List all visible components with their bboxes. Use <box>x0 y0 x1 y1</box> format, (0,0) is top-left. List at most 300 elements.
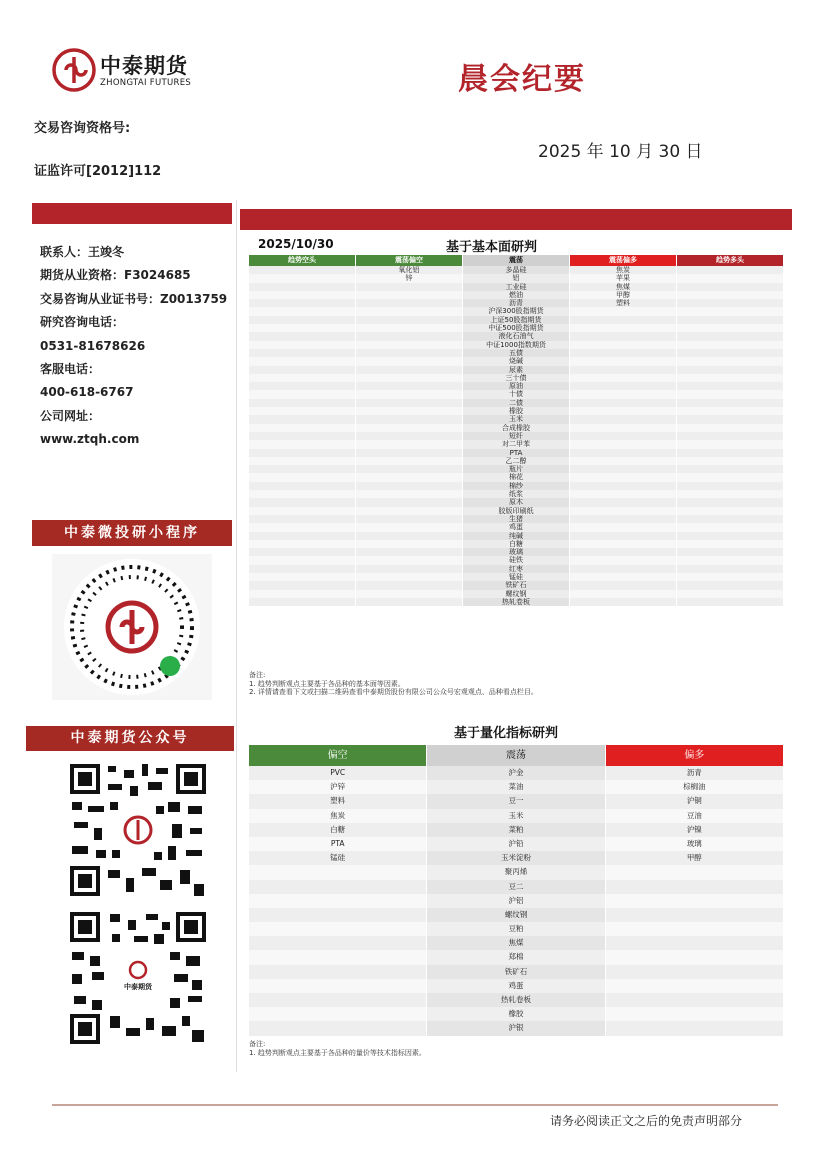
table-cell: 乙二醇 <box>463 457 569 465</box>
table-cell <box>356 565 462 573</box>
table-row <box>249 274 784 282</box>
miniprogram-qr <box>52 554 212 700</box>
table-cell: 沪锌 <box>249 780 426 794</box>
table-cell <box>249 316 355 324</box>
table-row <box>249 1007 784 1021</box>
table-cell: PTA <box>463 449 569 457</box>
table-cell <box>606 993 783 1007</box>
table-cell: 郑棉 <box>427 950 604 964</box>
table-row <box>249 766 784 780</box>
table-cell: 白糖 <box>463 540 569 548</box>
table-cell <box>570 598 676 606</box>
table-cell: 红枣 <box>463 565 569 573</box>
report-date: 2025 年 10 月 30 日 <box>538 142 703 162</box>
table-cell: 烧碱 <box>463 357 569 365</box>
table-row <box>249 507 784 515</box>
table-cell: 白糖 <box>249 823 426 837</box>
table-cell <box>249 965 426 979</box>
table-cell: 沪铝 <box>427 894 604 908</box>
table-cell <box>570 590 676 598</box>
table-cell <box>570 490 676 498</box>
table-cell <box>677 291 783 299</box>
table-cell <box>570 532 676 540</box>
table-cell: 工业硅 <box>463 283 569 291</box>
table-cell <box>677 332 783 340</box>
header-trend-bull: 趋势多头 <box>677 255 783 266</box>
table-row <box>249 482 784 490</box>
table-cell <box>570 507 676 515</box>
sidebar-header-bar <box>32 203 232 224</box>
table-cell <box>677 283 783 291</box>
table-cell <box>356 490 462 498</box>
table-cell: 鸡蛋 <box>427 979 604 993</box>
table-cell: 上证50股指期货 <box>463 316 569 324</box>
header-range-bear: 震荡偏空 <box>356 255 462 266</box>
table-cell <box>570 565 676 573</box>
table-cell <box>570 482 676 490</box>
table-cell: 中证500股指期货 <box>463 324 569 332</box>
table-cell <box>356 332 462 340</box>
table-cell <box>677 382 783 390</box>
table-cell: 中证1000指数期货 <box>463 341 569 349</box>
table-row <box>249 565 784 573</box>
table-row <box>249 590 784 598</box>
table-cell <box>606 950 783 964</box>
table-cell: 玉米淀粉 <box>427 851 604 865</box>
table-cell <box>570 440 676 448</box>
table-cell <box>677 532 783 540</box>
table-row <box>249 780 784 794</box>
table-cell <box>249 349 355 357</box>
table-row <box>249 415 784 423</box>
table-cell: PTA <box>249 837 426 851</box>
table-cell <box>249 291 355 299</box>
table-row <box>249 922 784 936</box>
table-cell <box>249 390 355 398</box>
table-row <box>249 357 784 365</box>
table-cell: 螺纹钢 <box>463 590 569 598</box>
table-row <box>249 465 784 473</box>
page-title: 晨会纪要 <box>458 62 586 97</box>
contact-line: 400-618-6767 <box>40 385 134 400</box>
table-cell <box>570 465 676 473</box>
table-cell <box>249 283 355 291</box>
table-cell <box>249 507 355 515</box>
table-cell: 菜粕 <box>427 823 604 837</box>
table-cell: 短纤 <box>463 432 569 440</box>
table-cell <box>570 473 676 481</box>
table-cell <box>249 341 355 349</box>
table-cell <box>677 573 783 581</box>
table-row <box>249 515 784 523</box>
table-cell <box>677 266 783 274</box>
table-cell <box>356 407 462 415</box>
table-row <box>249 440 784 448</box>
table-cell <box>249 581 355 589</box>
table-cell <box>356 473 462 481</box>
table-row <box>249 291 784 299</box>
quant-title: 基于量化指标研判 <box>454 726 559 741</box>
table-cell <box>249 490 355 498</box>
table-cell: 焦炭 <box>249 809 426 823</box>
table-cell <box>356 523 462 531</box>
table-cell <box>249 573 355 581</box>
table-cell: 铁矿石 <box>427 965 604 979</box>
table-cell <box>570 556 676 564</box>
header-range: 震荡 <box>427 745 604 766</box>
table-cell <box>249 424 355 432</box>
miniprogram-qr-icon <box>52 554 212 700</box>
table-cell <box>570 366 676 374</box>
table-cell <box>570 424 676 432</box>
table-cell <box>249 894 426 908</box>
table-cell: 甲醇 <box>606 851 783 865</box>
table-cell: 棉花 <box>463 473 569 481</box>
table-cell <box>356 590 462 598</box>
qr-code-icon <box>68 910 208 1046</box>
qualification-label: 交易咨询资格号: <box>34 121 131 136</box>
note-line: 1. 趋势判断观点主要基于各品种的基本面等因素。 <box>249 679 405 688</box>
table-cell <box>677 540 783 548</box>
table-cell <box>570 548 676 556</box>
qr-code-icon <box>68 762 208 898</box>
table-row <box>249 366 784 374</box>
table-cell <box>677 598 783 606</box>
table-cell: 沪镍 <box>606 823 783 837</box>
table-cell <box>249 366 355 374</box>
table-cell <box>677 424 783 432</box>
table-cell: 豆油 <box>606 809 783 823</box>
fundamental-table <box>249 255 784 606</box>
table-cell: 原木 <box>463 498 569 506</box>
table-cell <box>570 581 676 589</box>
table-cell <box>570 407 676 415</box>
table-row <box>249 556 784 564</box>
table-cell <box>249 865 426 879</box>
table-cell <box>606 965 783 979</box>
fundamental-table-header <box>249 255 784 266</box>
table-row <box>249 837 784 851</box>
table-cell <box>356 540 462 548</box>
table-cell <box>356 299 462 307</box>
table-cell: 玻璃 <box>463 548 569 556</box>
table-cell: 塑料 <box>249 794 426 808</box>
table-cell <box>677 473 783 481</box>
quant-table <box>249 745 784 1036</box>
table-cell <box>677 366 783 374</box>
table-cell <box>249 908 426 922</box>
table-cell: 沪铜 <box>606 794 783 808</box>
table-cell <box>606 880 783 894</box>
header-bull: 偏多 <box>606 745 783 766</box>
table-row <box>249 307 784 315</box>
table-cell <box>356 432 462 440</box>
table-cell: 纸浆 <box>463 490 569 498</box>
table-cell <box>356 532 462 540</box>
table-cell <box>356 598 462 606</box>
table-cell <box>570 457 676 465</box>
table-cell: 燃油 <box>463 291 569 299</box>
table-cell <box>249 374 355 382</box>
table-row <box>249 823 784 837</box>
contact-line: www.ztqh.com <box>40 432 140 447</box>
table-row <box>249 1021 784 1035</box>
table-cell: 瓶片 <box>463 465 569 473</box>
table-cell <box>606 894 783 908</box>
table-cell <box>677 415 783 423</box>
contact-line: 期货从业资格：F3024685 <box>40 268 191 283</box>
table-cell <box>570 374 676 382</box>
table-cell <box>570 515 676 523</box>
table-cell: 胶版印刷纸 <box>463 507 569 515</box>
table-cell: 锰硅 <box>249 851 426 865</box>
fundamental-title: 基于基本面研判 <box>446 240 538 255</box>
table-row <box>249 908 784 922</box>
table-cell: 玻璃 <box>606 837 783 851</box>
table-cell <box>249 482 355 490</box>
table-cell: 沥青 <box>463 299 569 307</box>
table-cell: 焦炭 <box>570 266 676 274</box>
table-row <box>249 548 784 556</box>
table-cell <box>677 449 783 457</box>
table-cell <box>249 266 355 274</box>
table-cell: 塑料 <box>570 299 676 307</box>
table-cell <box>356 357 462 365</box>
table-cell: 聚丙烯 <box>427 865 604 879</box>
table-cell: 二债 <box>463 399 569 407</box>
table-row <box>249 809 784 823</box>
table-row <box>249 979 784 993</box>
table-row <box>249 865 784 879</box>
table-cell: 沥青 <box>606 766 783 780</box>
table-cell <box>249 1021 426 1035</box>
table-row <box>249 424 784 432</box>
table-row <box>249 794 784 808</box>
table-cell <box>356 449 462 457</box>
table-cell <box>677 482 783 490</box>
table-cell <box>606 922 783 936</box>
table-cell <box>249 1007 426 1021</box>
table-cell <box>677 374 783 382</box>
table-row <box>249 266 784 274</box>
table-row <box>249 532 784 540</box>
table-row <box>249 341 784 349</box>
table-cell <box>677 556 783 564</box>
table-cell: 菜油 <box>427 780 604 794</box>
table-cell <box>677 523 783 531</box>
table-cell <box>677 507 783 515</box>
table-cell <box>606 865 783 879</box>
table-cell <box>677 341 783 349</box>
table-cell: PVC <box>249 766 426 780</box>
table-cell: 橡胶 <box>427 1007 604 1021</box>
table-row <box>249 382 784 390</box>
table-cell <box>356 324 462 332</box>
table-cell <box>249 324 355 332</box>
table-cell <box>356 307 462 315</box>
table-cell <box>249 465 355 473</box>
table-cell <box>356 457 462 465</box>
table-cell <box>570 341 676 349</box>
table-cell: 豆一 <box>427 794 604 808</box>
table-cell: 棕榈油 <box>606 780 783 794</box>
table-cell <box>570 390 676 398</box>
table-cell: 苹果 <box>570 274 676 282</box>
table-cell <box>249 922 426 936</box>
table-cell <box>249 415 355 423</box>
column-divider <box>236 200 237 1072</box>
table-cell <box>570 573 676 581</box>
table-row <box>249 449 784 457</box>
quant-table-body <box>249 766 784 1036</box>
table-row <box>249 283 784 291</box>
table-cell: 螺纹钢 <box>427 908 604 922</box>
table-row <box>249 598 784 606</box>
table-cell <box>249 457 355 465</box>
table-row <box>249 457 784 465</box>
table-cell <box>677 390 783 398</box>
table-cell <box>249 307 355 315</box>
official-account-qr-1 <box>68 762 208 898</box>
table-cell <box>677 307 783 315</box>
note-line: 2. 详情请查看下文或扫描二维码查看中泰期货股份有限公司公众号宏观观点、品种看点栏目。 <box>249 688 538 696</box>
table-cell <box>249 515 355 523</box>
company-logo <box>52 48 96 92</box>
table-cell <box>677 548 783 556</box>
table-cell <box>249 979 426 993</box>
qr-caption: 中泰期货 <box>124 983 152 991</box>
table-cell <box>356 440 462 448</box>
table-cell <box>356 366 462 374</box>
table-cell <box>570 540 676 548</box>
note-line: 备注: <box>249 671 266 679</box>
table-row <box>249 324 784 332</box>
table-cell <box>570 399 676 407</box>
table-row <box>249 523 784 531</box>
official-account-title: 中泰期货公众号 <box>26 726 234 751</box>
table-cell <box>677 581 783 589</box>
table-cell: 铁矿石 <box>463 581 569 589</box>
table-cell <box>570 415 676 423</box>
table-cell <box>356 581 462 589</box>
quant-table-header <box>249 745 784 766</box>
table-cell: 纯碱 <box>463 532 569 540</box>
table-cell: 合成橡胶 <box>463 424 569 432</box>
table-cell: 棉纱 <box>463 482 569 490</box>
table-cell <box>677 432 783 440</box>
table-cell <box>249 936 426 950</box>
table-row <box>249 432 784 440</box>
table-row <box>249 299 784 307</box>
table-cell <box>356 283 462 291</box>
contact-line: 客服电话： <box>40 362 101 377</box>
table-cell <box>249 598 355 606</box>
table-cell: 锰硅 <box>463 573 569 581</box>
table-cell: 尿素 <box>463 366 569 374</box>
table-cell <box>677 457 783 465</box>
table-cell: 原油 <box>463 382 569 390</box>
table-cell <box>606 1007 783 1021</box>
table-cell <box>677 440 783 448</box>
footer-divider <box>52 1104 778 1106</box>
table-cell <box>570 382 676 390</box>
table-cell: 沪金 <box>427 766 604 780</box>
table-cell <box>606 979 783 993</box>
table-cell <box>677 565 783 573</box>
table-row <box>249 880 784 894</box>
table-cell <box>356 556 462 564</box>
table-cell <box>677 465 783 473</box>
table-cell <box>570 432 676 440</box>
contact-info <box>40 241 227 452</box>
header-bear: 偏空 <box>249 745 426 766</box>
table-cell <box>677 515 783 523</box>
table-cell: 沪铅 <box>427 837 604 851</box>
disclaimer-footer: 请务必阅读正文之后的免责声明部分 <box>550 1114 743 1128</box>
contact-line: 公司网址： <box>40 408 101 423</box>
table-cell <box>356 515 462 523</box>
table-cell <box>677 407 783 415</box>
table-cell: 硅铁 <box>463 556 569 564</box>
table-row <box>249 498 784 506</box>
table-row <box>249 390 784 398</box>
table-cell: 五债 <box>463 349 569 357</box>
table-cell: 甲醇 <box>570 291 676 299</box>
header-trend-bear: 趋势空头 <box>249 255 355 266</box>
table-cell: 三十债 <box>463 374 569 382</box>
table-cell: 对二甲苯 <box>463 440 569 448</box>
table-row <box>249 374 784 382</box>
table-cell: 生猪 <box>463 515 569 523</box>
table-cell <box>356 291 462 299</box>
table-cell <box>249 407 355 415</box>
table-row <box>249 965 784 979</box>
contact-line: 研究咨询电话： <box>40 315 125 330</box>
table-cell: 多晶硅 <box>463 266 569 274</box>
table-cell <box>249 993 426 1007</box>
table-cell <box>606 908 783 922</box>
contact-line: 联系人：王竣冬 <box>40 245 125 259</box>
header-range-bull: 震荡偏多 <box>570 255 676 266</box>
table-cell <box>356 507 462 515</box>
company-name-cn: 中泰期货 <box>100 54 188 78</box>
table-cell <box>356 482 462 490</box>
table-cell <box>606 1021 783 1035</box>
table-cell <box>356 415 462 423</box>
table-cell: 橡胶 <box>463 407 569 415</box>
table-cell <box>249 449 355 457</box>
table-cell: 铝 <box>463 274 569 282</box>
table-cell: 焦煤 <box>570 283 676 291</box>
header-range: 震荡 <box>463 255 569 266</box>
table-cell: 玉米 <box>463 415 569 423</box>
note-line: 1. 趋势判断观点主要基于各品种的量价等技术指标因素。 <box>249 1048 426 1057</box>
contact-line: 交易咨询从业证书号：Z0013759 <box>40 291 228 306</box>
table-cell <box>570 357 676 365</box>
table-cell <box>356 390 462 398</box>
table-cell <box>249 382 355 390</box>
table-cell: 热轧卷板 <box>427 993 604 1007</box>
fundamental-date: 2025/10/30 <box>258 237 334 251</box>
quant-notes <box>249 1040 426 1057</box>
table-cell <box>570 449 676 457</box>
table-cell: 沪银 <box>427 1021 604 1035</box>
table-row <box>249 936 784 950</box>
table-row <box>249 894 784 908</box>
table-cell <box>570 316 676 324</box>
table-cell <box>249 274 355 282</box>
table-row <box>249 581 784 589</box>
